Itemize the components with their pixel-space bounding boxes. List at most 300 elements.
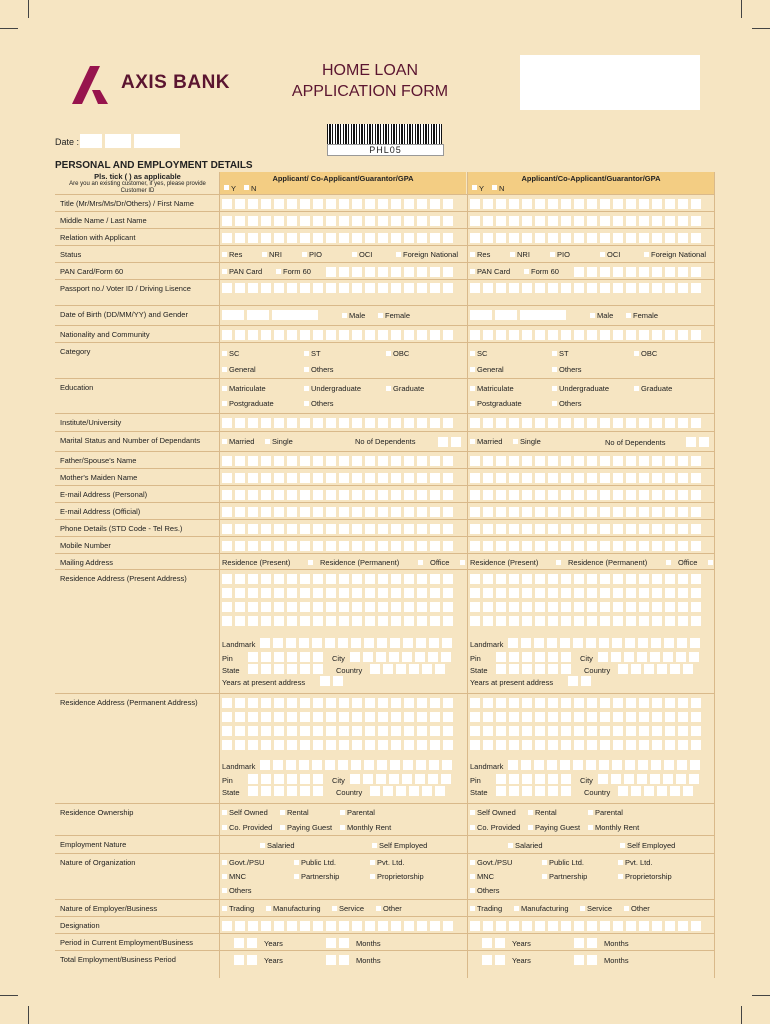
checkbox[interactable] [624,906,629,911]
checkbox[interactable] [470,860,475,865]
landmark-label: Landmark [470,640,504,649]
checkbox[interactable] [265,439,270,444]
months-label: Months [604,956,629,965]
char-cells[interactable] [248,652,323,662]
checkbox[interactable] [626,313,631,318]
checkbox[interactable] [222,367,227,372]
char-cells[interactable] [470,233,701,243]
parental-option[interactable]: Parental [595,808,623,817]
row-nationality [55,325,715,343]
trading-option[interactable]: Trading [477,904,503,913]
others-option[interactable]: Others [311,365,334,374]
status-option[interactable]: Res [229,250,243,259]
checkbox[interactable] [470,351,475,356]
other-option[interactable]: Other [383,904,402,913]
char-cells[interactable] [222,574,453,584]
checkbox[interactable] [542,874,547,879]
checkbox[interactable] [396,252,401,257]
checkbox[interactable] [222,906,227,911]
yes-option[interactable]: Y [231,184,237,193]
govt-option[interactable]: Govt./PSU [477,858,513,867]
checkbox[interactable] [372,843,377,848]
date-input[interactable] [80,134,180,148]
char-cells[interactable] [326,955,349,965]
char-cells[interactable] [598,774,699,784]
checkbox[interactable] [580,906,585,911]
dob-input[interactable] [470,310,566,320]
status-option[interactable]: NRI [517,250,530,259]
char-cells[interactable] [496,774,571,784]
postgraduate-option[interactable]: Postgraduate [229,399,274,408]
rental-option[interactable]: Rental [535,808,557,817]
sc-option[interactable]: SC [477,349,488,358]
male-option[interactable]: Male [597,311,614,320]
status-option[interactable]: PIO [557,250,570,259]
mailing-office[interactable]: Office [430,558,450,567]
char-cells[interactable] [234,955,257,965]
checkbox[interactable] [470,269,475,274]
male-option[interactable]: Male [349,311,366,320]
checkbox[interactable] [352,252,357,257]
married-option[interactable]: Married [477,437,503,446]
char-cells[interactable] [222,712,453,722]
general-option[interactable]: General [229,365,256,374]
obc-option[interactable]: OBC [393,349,410,358]
co-provided-option[interactable]: Co. Provided [477,823,521,832]
char-cells[interactable] [222,524,453,534]
status-option[interactable]: NRI [269,250,282,259]
pvt-ltd-option[interactable]: Pvt. Ltd. [625,858,653,867]
single-option[interactable]: Single [520,437,541,446]
proprietorship-option[interactable]: Proprietorship [377,872,424,881]
char-cells[interactable] [222,418,453,428]
char-cells[interactable] [222,602,453,612]
checkbox[interactable] [588,825,593,830]
row-employment-label: Employment Nature [60,840,127,849]
years-label: Years [512,956,531,965]
char-cells[interactable] [470,712,701,722]
checkbox[interactable] [620,843,625,848]
state-label: State [222,788,240,797]
checkbox[interactable] [470,888,475,893]
landmark-label: Landmark [222,762,256,771]
row-mother [55,468,715,486]
row-designation-label: Designation [60,921,100,930]
char-cells[interactable] [470,330,701,340]
city-label: City [332,776,345,785]
checkbox[interactable] [470,252,475,257]
column-title-1: Applicant/ Co-Applicant/Guarantor/GPA [272,174,414,183]
char-cells[interactable] [470,726,701,736]
pan-option[interactable]: PAN Card [229,267,263,276]
mailing-present[interactable]: Residence (Present) [470,558,539,567]
char-cells[interactable] [222,541,453,551]
char-cells[interactable] [222,283,453,293]
checkbox[interactable] [276,269,281,274]
checkbox[interactable] [304,367,309,372]
checkbox[interactable] [508,843,513,848]
row-status [55,245,715,263]
crop-mark [752,995,770,996]
status-option[interactable]: OCI [359,250,373,259]
row-period-total [55,950,715,968]
char-cells[interactable] [234,938,257,948]
single-option[interactable]: Single [272,437,293,446]
monthly-rent-option[interactable]: Monthly Rent [347,823,392,832]
char-cells[interactable] [470,473,701,483]
char-cells[interactable] [618,786,693,796]
checkbox[interactable] [528,810,533,815]
checkbox[interactable] [222,401,227,406]
char-cells[interactable] [618,664,693,674]
char-cells[interactable] [470,588,701,598]
tick-title: Pls. tick ( ) as applicable [94,172,181,181]
char-cells[interactable] [574,955,597,965]
char-cells[interactable] [326,938,349,948]
salaried-option[interactable]: Salaried [267,841,295,850]
crop-mark [28,0,29,18]
char-cells[interactable] [470,574,701,584]
obc-option[interactable]: OBC [641,349,658,358]
status-option[interactable]: Foreign National [403,250,459,259]
checkbox[interactable] [222,439,227,444]
status-option[interactable]: Foreign National [651,250,707,259]
checkbox[interactable] [280,810,285,815]
checkbox[interactable] [386,386,391,391]
checkbox[interactable] [378,313,383,318]
char-cells[interactable] [222,507,453,517]
checkbox[interactable] [222,269,227,274]
checkbox[interactable] [552,351,557,356]
char-cells[interactable] [574,938,597,948]
char-cells[interactable] [222,726,453,736]
row-title [55,194,715,212]
char-cells[interactable] [598,652,699,662]
char-cells[interactable] [470,199,701,209]
checkbox[interactable] [266,906,271,911]
matriculate-option[interactable]: Matriculate [477,384,514,393]
char-cells[interactable] [326,267,453,277]
checkbox[interactable] [470,825,475,830]
char-cells[interactable] [686,437,709,447]
state-label: State [470,666,488,675]
column-title-2: Applicant/Co-Applicant/Guarantor/GPA [521,174,661,183]
self-owned-option[interactable]: Self Owned [477,808,516,817]
char-cells[interactable] [482,938,505,948]
row-title-label: Title (Mr/Mrs/Ms/Dr/Others) / First Name [60,199,194,208]
char-cells[interactable] [508,638,700,648]
no-option[interactable]: N [251,184,257,193]
char-cells[interactable] [248,774,323,784]
public-ltd-option[interactable]: Public Ltd. [301,858,337,867]
mailing-office[interactable]: Office [678,558,698,567]
checkbox[interactable] [470,367,475,372]
mailing-permanent[interactable]: Residence (Permanent) [320,558,400,567]
years-label: Years [512,939,531,948]
char-cells[interactable] [222,740,453,750]
checkbox[interactable] [342,313,347,318]
char-cells[interactable] [222,490,453,500]
checkbox[interactable] [470,439,475,444]
checkbox[interactable] [386,351,391,356]
mailing-present[interactable]: Residence (Present) [222,558,291,567]
checkbox[interactable] [260,843,265,848]
co-provided-option[interactable]: Co. Provided [229,823,273,832]
checkbox[interactable] [552,367,557,372]
char-cells[interactable] [260,638,452,648]
char-cells[interactable] [470,541,701,551]
checkbox[interactable] [294,860,299,865]
row-father [55,451,715,469]
checkbox[interactable] [528,825,533,830]
paying-guest-option[interactable]: Paying Guest [287,823,333,832]
barcode-text: PHL05 [327,144,444,156]
char-cells[interactable] [350,774,451,784]
char-cells[interactable] [470,283,701,293]
char-cells[interactable] [470,490,701,500]
char-cells[interactable] [260,760,452,770]
checkbox[interactable] [222,825,227,830]
row-email-official [55,502,715,520]
row-phone-label: Phone Details (STD Code - Tel Res.) [60,524,183,533]
months-label: Months [356,939,381,948]
checkbox[interactable] [370,860,375,865]
others-option[interactable]: Others [559,399,582,408]
char-cells[interactable] [568,676,591,686]
row-email-personal-label: E-mail Address (Personal) [60,490,148,499]
dob-input[interactable] [222,310,318,320]
months-label: Months [356,956,381,965]
manufacturing-option[interactable]: Manufacturing [521,904,569,913]
checkbox[interactable] [588,810,593,815]
checkbox[interactable] [552,401,557,406]
checkbox[interactable] [340,810,345,815]
checkbox[interactable] [370,874,375,879]
char-cells[interactable] [470,602,701,612]
char-cells[interactable] [222,616,453,626]
checkbox[interactable] [302,252,307,257]
checkbox[interactable] [634,351,639,356]
other-option[interactable]: Other [631,904,650,913]
pan-option[interactable]: PAN Card [477,267,511,276]
general-option[interactable]: General [477,365,504,374]
checkbox[interactable] [222,252,227,257]
service-option[interactable]: Service [587,904,613,913]
row-middle-name [55,211,715,229]
status-option[interactable]: OCI [607,250,621,259]
checkbox[interactable] [222,351,227,356]
row-mobile [55,536,715,554]
self-employed-option[interactable]: Self Employed [627,841,676,850]
char-cells[interactable] [470,740,701,750]
checkbox[interactable] [552,386,557,391]
self-employed-option[interactable]: Self Employed [379,841,428,850]
char-cells[interactable] [370,664,445,674]
axis-bank-logo-icon [70,64,116,104]
checkbox[interactable] [304,386,309,391]
char-cells[interactable] [470,418,701,428]
char-cells[interactable] [222,330,453,340]
status-option[interactable]: Res [477,250,491,259]
row-passport-label: Passport no./ Voter ID / Driving Lisence [60,284,191,293]
char-cells[interactable] [222,216,453,226]
char-cells[interactable] [470,921,701,931]
rental-option[interactable]: Rental [287,808,309,817]
row-organization [55,853,715,900]
checkbox[interactable] [524,269,529,274]
mnc-option[interactable]: MNC [229,872,247,881]
years-label: Years [264,939,283,948]
service-option[interactable]: Service [339,904,365,913]
trading-option[interactable]: Trading [229,904,255,913]
salaried-option[interactable]: Salaried [515,841,543,850]
checkbox[interactable] [618,860,623,865]
status-option[interactable]: PIO [309,250,322,259]
checkbox[interactable] [644,252,649,257]
married-option[interactable]: Married [229,437,255,446]
char-cells[interactable] [470,507,701,517]
form60-option[interactable]: Form 60 [283,267,311,276]
char-cells[interactable] [496,664,571,674]
checkbox[interactable] [513,439,518,444]
column-header-2 [468,172,714,194]
proprietorship-option[interactable]: Proprietorship [625,872,672,881]
checkbox[interactable] [222,386,227,391]
female-option[interactable]: Female [633,311,659,320]
char-cells[interactable] [438,437,461,447]
row-pan-label: PAN Card/Form 60 [60,267,124,276]
char-cells[interactable] [470,524,701,534]
female-option[interactable]: Female [385,311,411,320]
undergraduate-option[interactable]: Undergraduate [311,384,362,393]
st-option[interactable]: ST [559,349,569,358]
checkbox[interactable] [304,351,309,356]
row-phone [55,519,715,537]
state-label: State [470,788,488,797]
others-option[interactable]: Others [559,365,582,374]
mnc-option[interactable]: MNC [477,872,495,881]
city-label: City [580,654,593,663]
checkbox[interactable] [470,810,475,815]
char-cells[interactable] [222,456,453,466]
others-option[interactable]: Others [311,399,334,408]
years-label: Years at present address [470,678,554,687]
years-label: Years [264,956,283,965]
paying-guest-option[interactable]: Paying Guest [535,823,581,832]
char-cells[interactable] [496,652,571,662]
checkbox[interactable] [340,825,345,830]
checkbox[interactable] [376,906,381,911]
partnership-option[interactable]: Partnership [301,872,340,881]
country-label: Country [584,788,611,797]
graduate-option[interactable]: Graduate [641,384,673,393]
checkbox[interactable] [514,906,519,911]
char-cells[interactable] [574,267,701,277]
char-cells[interactable] [508,760,700,770]
crop-mark [0,995,18,996]
checkbox[interactable] [590,313,595,318]
pvt-ltd-option[interactable]: Pvt. Ltd. [377,858,405,867]
row-dob-label: Date of Birth (DD/MM/YY) and Gender [60,310,188,319]
checkbox[interactable] [470,386,475,391]
checkbox[interactable] [280,825,285,830]
checkbox[interactable] [600,252,605,257]
char-cells[interactable] [248,786,323,796]
partnership-option[interactable]: Partnership [549,872,588,881]
checkbox[interactable] [222,860,227,865]
checkbox[interactable] [222,810,227,815]
char-cells[interactable] [248,664,323,674]
govt-option[interactable]: Govt./PSU [229,858,265,867]
st-option[interactable]: ST [311,349,321,358]
char-cells[interactable] [482,955,505,965]
char-cells[interactable] [470,216,701,226]
checkbox[interactable] [550,252,555,257]
char-cells[interactable] [470,456,701,466]
checkbox[interactable] [470,906,475,911]
checkbox[interactable] [222,888,227,893]
parental-option[interactable]: Parental [347,808,375,817]
row-period-current-label: Period in Current Employment/Business [60,938,193,947]
matriculate-option[interactable]: Matriculate [229,384,266,393]
self-owned-option[interactable]: Self Owned [229,808,268,817]
char-cells[interactable] [222,698,453,708]
manufacturing-option[interactable]: Manufacturing [273,904,321,913]
char-cells[interactable] [470,698,701,708]
graduate-option[interactable]: Graduate [393,384,425,393]
checkbox[interactable] [542,860,547,865]
char-cells[interactable] [222,921,453,931]
others-option[interactable]: Others [477,886,500,895]
mailing-permanent[interactable]: Residence (Permanent) [568,558,648,567]
sc-option[interactable]: SC [229,349,240,358]
char-cells[interactable] [222,588,453,598]
checkbox[interactable] [332,906,337,911]
checkbox[interactable] [634,386,639,391]
char-cells[interactable] [320,676,343,686]
checkbox[interactable] [618,874,623,879]
checkbox[interactable] [470,401,475,406]
yes-option[interactable]: Y [479,184,485,193]
char-cells[interactable] [350,652,451,662]
country-label: Country [336,666,363,675]
row-employment [55,835,715,854]
public-ltd-option[interactable]: Public Ltd. [549,858,585,867]
checkbox[interactable] [510,252,515,257]
form60-option[interactable]: Form 60 [531,267,559,276]
char-cells[interactable] [222,199,453,209]
char-cells[interactable] [370,786,445,796]
undergraduate-option[interactable]: Undergraduate [559,384,610,393]
char-cells[interactable] [222,233,453,243]
char-cells[interactable] [222,473,453,483]
checkbox[interactable] [294,874,299,879]
checkbox[interactable] [304,401,309,406]
crop-mark [741,0,742,18]
no-option[interactable]: N [499,184,505,193]
others-option[interactable]: Others [229,886,252,895]
monthly-rent-option[interactable]: Monthly Rent [595,823,640,832]
row-pan [55,262,715,280]
postgraduate-option[interactable]: Postgraduate [477,399,522,408]
row-mother-label: Mother's Maiden Name [60,473,138,482]
checkbox[interactable] [262,252,267,257]
row-category-label: Category [60,347,91,356]
checkbox[interactable] [222,874,227,879]
checkbox[interactable] [470,874,475,879]
char-cells[interactable] [470,616,701,626]
char-cells[interactable] [496,786,571,796]
